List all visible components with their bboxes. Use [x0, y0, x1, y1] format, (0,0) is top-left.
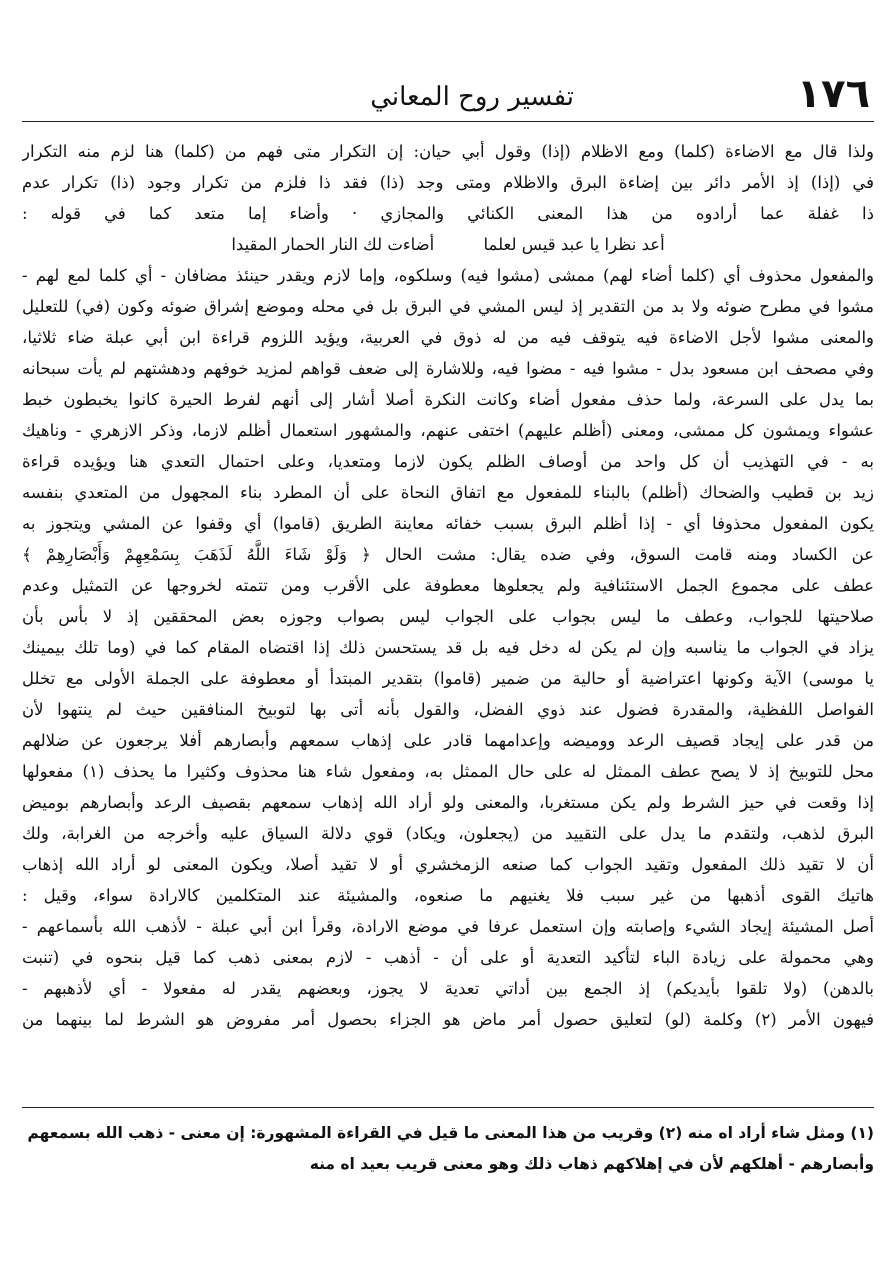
book-page — [22, 18, 874, 1248]
text-line: الفواصل اللفظية، والمقدرة فضول عند ذوي الفضل، والقول بأنه أتى بها لتوبيخ المنافقين حيث لم ينتهوا لأن — [22, 700, 874, 719]
footnote-divider — [22, 1107, 874, 1108]
page-header — [22, 18, 874, 117]
page-number: ١٧٦ — [796, 71, 870, 117]
text-line: أصل المشيئة إيجاد الشيء وإصابته وإن استعمل عرفا في موضع الارادة، وقرأ ابن أبي عبلة - لأذهب الله بأسماعهم - — [22, 917, 874, 936]
text-line: وفي مصحف ابن مسعود بدل - مشوا فيه - مضوا فيه، وللاشارة إلى ضعف قواهم لمزيد خوفهم ودهشتهم لم يأت سبحانه — [22, 359, 874, 378]
text-line: البرق لذهب، ولتقدم ما يدل على التقييد من (يجعلون، ويكاد) قوي دلالة السياق عليه وأخرجه من الغرابة، ولك — [22, 824, 874, 843]
text-line: وهي محمولة على زيادة الباء لتأكيد التعدية أو على أن - أذهب - لازم بمعنى ذهب كما قيل بنحوه في (تنبت — [22, 948, 874, 967]
text-line: ذا غفلة عما أرادوه من هذا المعنى الكنائي والمجازي · وأضاء إما متعد كما في قوله : — [22, 204, 874, 223]
text-line: عن الكساد ومنه قامت السوق، وفي ضده يقال: مشت الحال ﴿ وَلَوْ شَاءَ اللَّهُ لَذَهَبَ بِسَمْعِهِمْ وَأَبْصَارِهِمْ ﴾ — [22, 545, 874, 564]
text-line: والمفعول محذوف أي (كلما أضاء لهم) ممشى (مشوا فيه) وسلكوه، وإما لازم ويقدر حينئذ مضافان - أي كلما لمع لهم - — [22, 266, 874, 285]
text-line: بالدهن) (ولا تلقوا بأيديكم) إذ الجمع بين أداتي تعدية لا يجوز، وبعضهم يقدر له مفعولا - أي لأذهبهم - — [22, 979, 874, 998]
text-line: فيهون الأمر (٢) وكلمة (لو) لتعليق حصول أمر ماض هو الجزاء بحصول أمر مفروض هو الشرط لما بينهما من — [22, 1010, 874, 1029]
main-text — [22, 136, 874, 1035]
header-divider — [22, 121, 874, 122]
verse-hemistich-2: أضاءت لك النار الحمار المقيدا — [231, 235, 435, 254]
text-line: صلاحيتها للجواب، وعطف ما ليس بجواب على الجواب ليس بصواب وجوزه بعض المحققين إذ لا بأس بأن — [22, 607, 874, 626]
footnote-line: وأبصارهم - أهلكهم لأن في إهلاكهم ذهاب ذلك وهو معنى قريب بعيد اه منه — [309, 1155, 874, 1173]
running-title: تفسير روح المعاني — [370, 82, 574, 112]
text-line: والمعنى مشوا لأجل الاضاءة فيه يتوقف فيه من له ذوق في العربية، ويؤيد اللزوم قراءة ابن أبي عبلة ضاء ثلاثيا، — [22, 328, 874, 347]
text-line: إذا وقعت في حيز الشرط ولم يكن مستغربا، والمعنى ولو أراد الله إذهاب سمعهم بقصيف الرعد وأبصارهم بوميض — [22, 793, 874, 812]
text-line: به - في التهذيب أن كل واحد من أوصاف الظلم يكون لازما ومتعديا، وعلى احتمال التعدي هنا ويؤيده قراءة — [22, 452, 874, 471]
text-line: زيد بن قطيب والضحاك (أظلم) بالبناء للمفعول مع اتفاق النحاة على أن المطرد بناء المجهول من المتعدي بنفسه — [22, 483, 874, 502]
footnote-line: (١) ومثل شاء أراد اه منه (٢) وقريب من هذا المعنى ما قيل في القراءة المشهورة: إن معنى - ذهب الله بسمعهم — [27, 1124, 874, 1142]
text-line: مشوا في مطرح ضوئه ولا بد من التقدير إذ ليس المشي في البرق بل في محله وموضع إشراق ضوئه وكون (في) للتعليل — [22, 297, 874, 316]
poetry-verse — [22, 229, 874, 260]
text-line: يزاد في الجواب ما يناسبه وإن لم يكن له دخل فيه بل قد يستحسن ذلك إذا اقتضاه المقام كما في (وما تلك بيمينك — [22, 638, 874, 657]
text-line: بما يدل على السرعة، ولما حذف مفعول أضاء وكانت النكرة أصلا أشار إلى أنهم لفرط الحيرة كانوا يخبطون خبط — [22, 390, 874, 409]
text-line: أن لا تقيد ذلك المفعول وتقيد الجواب كما صنعه الزمخشري أو لا تقيد أصلا، ويكون المعنى لو أراد الله إذهاب — [22, 855, 874, 874]
text-line: عشواء ويمشون كل ممشى، ومعنى (أظلم عليهم) اختفى عنهم، والمشهور استعمال أظلم لازما، وذكر الازهري - وناهيك — [22, 421, 874, 440]
text-line: يكون المفعول محذوفا أي - إذا أظلم البرق بسبب خفائه معاينة الطريق (قاموا) أي وقفوا عن المشي ويتجوز به — [22, 514, 874, 533]
text-line: محل للتوبيخ إذ لا يصح عطف الممثل له على حال الممثل به، ومفعول شاء هنا محذوف وكثيرا ما يحذف (١) مفعولها — [22, 762, 874, 781]
text-line: يا موسى) الآية وكونها اعتراضية أو حالية من ضمير (قاموا) بتقدير المبتدأ أو معطوفة على الجملة الأولى مع تخلل — [22, 669, 874, 688]
text-line: من قدر على إيجاد قصيف الرعد ووميضه وإعدامهما قادر على إذهاب سمعهم وأبصارهم أفلا يرجعون عن ضلالهم — [22, 731, 874, 750]
verse-hemistich-1: أعد نظرا يا عبد قيس لعلما — [483, 235, 665, 254]
text-line: ولذا قال مع الاضاءة (كلما) ومع الاظلام (إذا) وقول أبي حيان: إن التكرار متى فهم من (كلما) هنا لزم منه التكرار — [22, 142, 874, 161]
text-line: في (إذا) إذ الأمر دائر بين إضاءة البرق والاظلام ومتى وجد (ذا) فقد ذا فلزم من تكرار وجود (ذا) تكرار عدم — [22, 173, 874, 192]
text-line: هاتيك القوى أذهبها من غير سبب فلا يغنيهم ما صنعوه، والمشيئة عند المتكلمين كالارادة سواء، وقيل : — [22, 886, 874, 905]
footnotes — [22, 1118, 874, 1180]
text-line: عطف على مجموع الجمل الاستئنافية ولم يجعلوها معطوفة على الأقرب ومن تتمته لخروجها عن التمثيل وعدم — [22, 576, 874, 595]
